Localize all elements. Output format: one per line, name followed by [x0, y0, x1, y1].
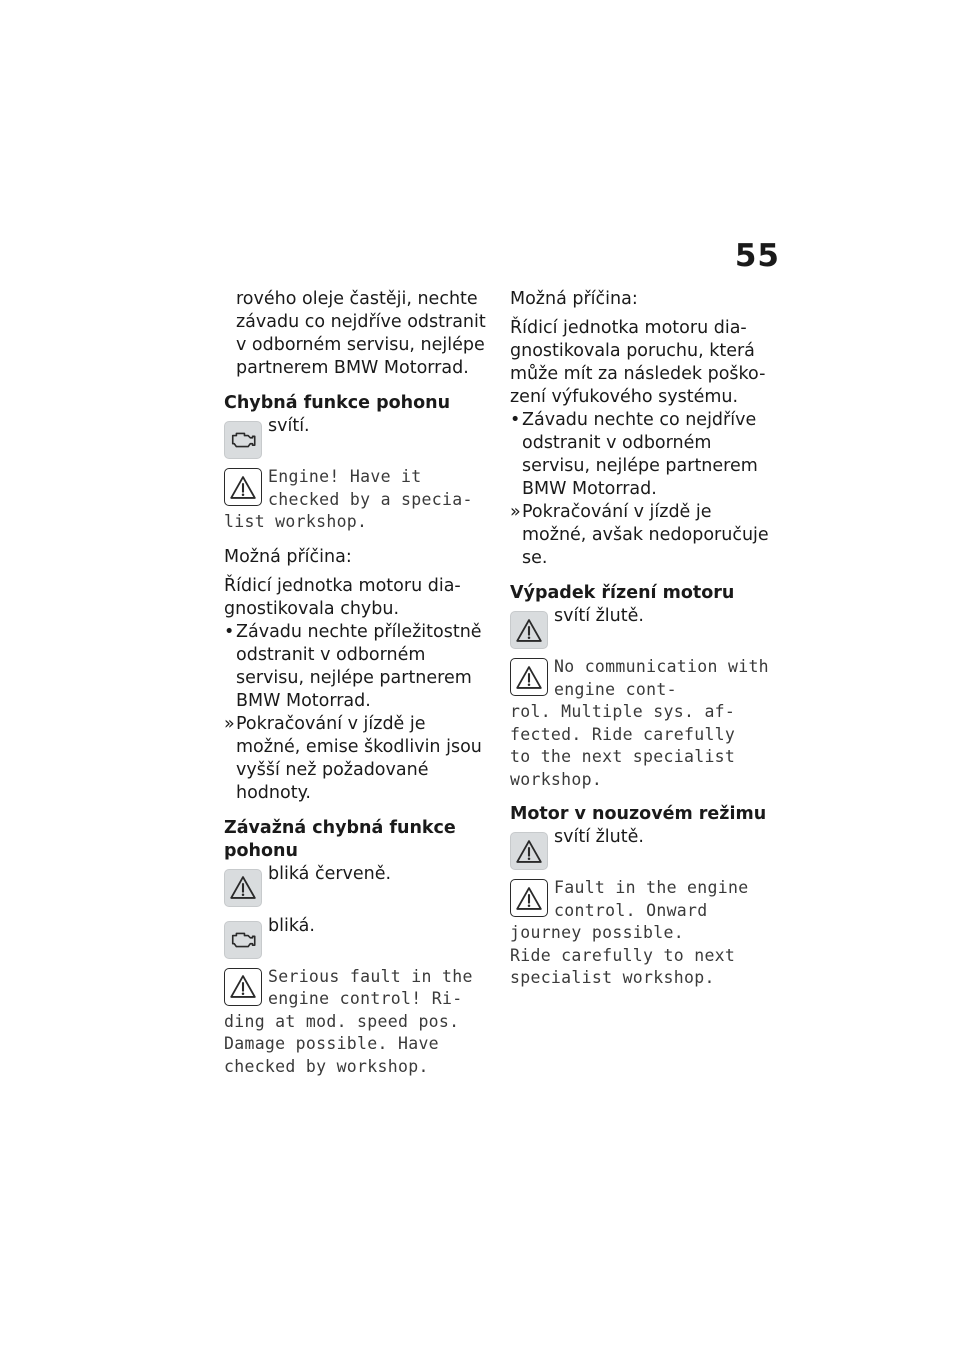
display-message [510, 877, 780, 990]
warning-indicator-red [224, 869, 262, 907]
arrow-text: Pokračování v jízdě je možné, avšak nedoporučuje se. [522, 502, 769, 568]
warning-indicator-yellow [510, 611, 548, 649]
engine-indicator [224, 921, 262, 959]
warning-triangle-icon [515, 618, 543, 643]
warning-triangle-icon [515, 665, 543, 690]
warning-indicator-yellow [510, 832, 548, 870]
warning-indicator [224, 968, 262, 1006]
warning-triangle-icon [515, 839, 543, 864]
message-text-cont: rol. Multiple sys. af- fected. Ride carefully to the next specialist workshop. [510, 702, 736, 789]
engine-warning-icon [228, 929, 258, 951]
message-text: Engine! Have it checked by a specia- [268, 467, 473, 509]
list-item: • Závadu nechte příležitostně odstranit v odborném servisu, nejlépe partnerem BMW Motorrad. [224, 621, 482, 711]
list-item: » Pokračování v jízdě je možné, avšak nedoporučuje se. [510, 502, 769, 568]
section-heading-engine-control-failure: Výpadek řízení motoru [510, 583, 735, 603]
warning-indicator [224, 468, 262, 506]
instruction-list [510, 409, 780, 570]
right-column [510, 288, 780, 990]
display-message [510, 656, 780, 791]
intro-line: závadu co nejdříve odstranit [236, 312, 486, 332]
cause-label: Možná příčina: [510, 289, 638, 309]
list-item: • Závadu nechte co nejdříve odstranit v odborném servisu, nejlépe partnerem BMW Motorrad. [510, 410, 758, 499]
indicator-status: bliká. [268, 915, 315, 936]
display-message [224, 966, 494, 1079]
cause-text: Řídicí jednotka motoru dia- gnostikovala chybu. [224, 575, 461, 619]
display-message [224, 466, 494, 534]
intro-line: rového oleje častěji, nechte [236, 289, 478, 309]
section-heading-drive-malfunction: Chybná funkce pohonu [224, 393, 451, 413]
cause-label: Možná příčina: [224, 546, 352, 567]
indicator-status: svítí žlutě. [554, 606, 644, 626]
message-text-cont: journey possible. Ride carefully to next specialist workshop. [510, 923, 736, 987]
bullet-text: Závadu nechte co nejdříve odstranit v odborném servisu, nejlépe partnerem BMW Motorrad. [522, 410, 758, 499]
indicator-row-warning [224, 863, 494, 907]
warning-indicator [510, 658, 548, 696]
indicator-status: svítí. [268, 416, 310, 436]
message-text-cont: ding at mod. speed pos. Damage possible. Have checked by workshop. [224, 1011, 460, 1076]
indicator-row-warning [510, 605, 780, 649]
warning-triangle-icon [229, 974, 257, 999]
warning-triangle-icon [515, 886, 543, 911]
section-heading-serious-malfunction: Závažná chybná funkce pohonu [224, 817, 456, 861]
left-column [224, 288, 494, 1078]
warning-indicator [510, 879, 548, 917]
instruction-list [224, 621, 494, 805]
arrow-text: Pokračování v jízdě je možné, emise škodlivin jsou vyšší než požadované hodnoty. [236, 713, 482, 803]
intro-line: partnerem BMW Motorrad. [236, 358, 469, 378]
intro-line: v odborném servisu, nejlépe [236, 335, 485, 355]
message-text: No communication with engine cont- [554, 657, 769, 699]
cause-text: Řídicí jednotka motoru dia- gnostikovala poruchu, která může mít za následek poško- zení výfukového systému. [510, 318, 766, 407]
warning-triangle-icon [229, 875, 257, 900]
message-text: Serious fault in the engine control! Ri- [268, 966, 473, 1008]
message-text-cont: list workshop. [224, 512, 368, 531]
section-heading-emergency-mode: Motor v nouzovém režimu [510, 804, 767, 824]
warning-triangle-icon [229, 475, 257, 500]
intro-paragraph [224, 288, 494, 380]
page-number: 55 [734, 238, 780, 274]
message-text: Fault in the engine control. Onward [554, 878, 749, 920]
indicator-row-warning [510, 826, 780, 870]
engine-indicator [224, 421, 262, 459]
indicator-row-engine [224, 415, 494, 459]
indicator-status: bliká červeně. [268, 863, 392, 884]
indicator-row-engine [224, 915, 494, 959]
list-item: » Pokračování v jízdě je možné, emise škodlivin jsou vyšší než požadované hodnoty. [224, 713, 482, 803]
engine-warning-icon [228, 429, 258, 451]
indicator-status: svítí žlutě. [554, 827, 644, 847]
bullet-text: Závadu nechte příležitostně odstranit v odborném servisu, nejlépe partnerem BMW Motorrad. [236, 621, 482, 711]
